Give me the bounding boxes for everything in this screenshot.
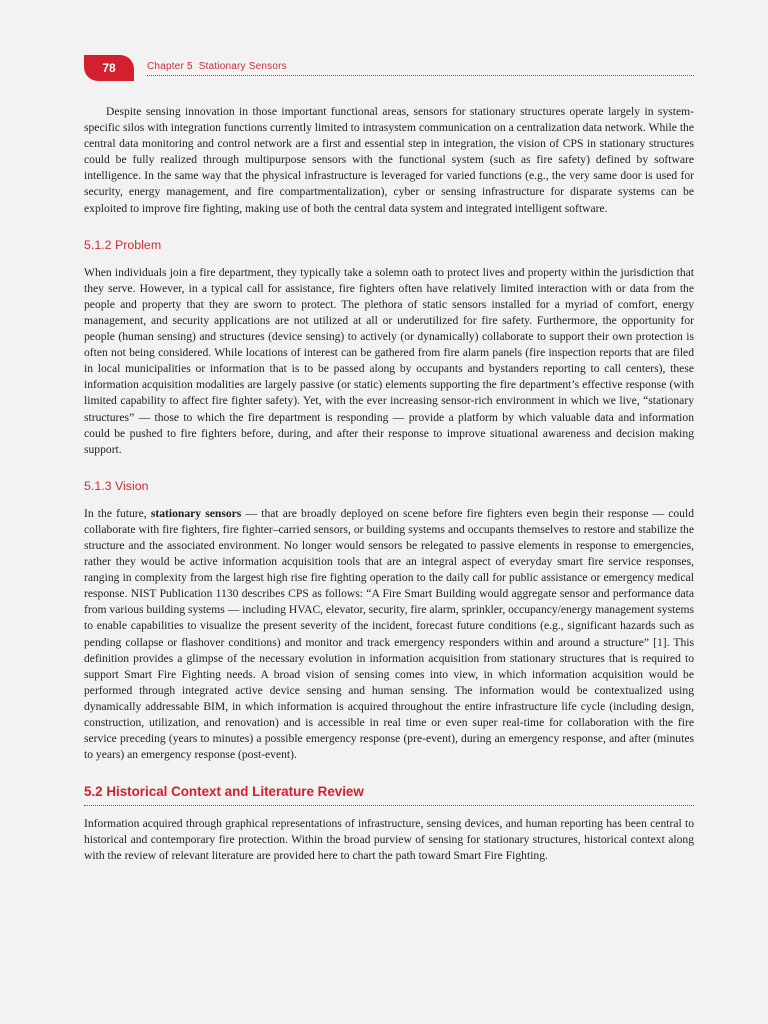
page-number-badge: 78 bbox=[84, 55, 134, 81]
section-heading-5-1-3: 5.1.3 Vision bbox=[84, 478, 149, 493]
chapter-heading bbox=[147, 61, 287, 72]
chapter-title: Stationary Sensors bbox=[198, 61, 287, 72]
vision-paragraph bbox=[84, 506, 694, 764]
intro-paragraph: Despite sensing innovation in those important functional areas, sensors for stationary structures operate largely in system-specific silos with integration functions currently limited to intrasystem communication on a centralization data network. While the central data monitoring and control network are a first and essential step in integration, the vision of CPS in stationary structures could be fully realized through multipurpose sensors with the functional system (such as fire safety) defined by software intelligence. In the same way that the physical infrastructure is leveraged for varied functions (e.g., the very same door is used for security, energy management, and fire compartmentalization), cyber or sensing infrastructure for disparate systems can be exploited to improve fire fighting, making use of both the central data system and integrated intelligent software. bbox=[84, 105, 694, 215]
section-5-2-heading-block bbox=[84, 784, 694, 806]
vision-text-lead: In the future, bbox=[84, 506, 151, 520]
section-dotted-rule bbox=[84, 805, 694, 806]
chapter-label: Chapter 5 bbox=[147, 61, 193, 72]
section-heading-5-1-2: 5.1.2 Problem bbox=[84, 237, 162, 252]
history-paragraph: Information acquired through graphical representations of infrastructure, sensing devices, and human reporting has been central to historical and contemporary fire protection. Within the broad purview of sensing for stationary structures, historical context along with the review of relevant literature are provided here to chart the path toward Smart Fire Fighting. bbox=[84, 817, 694, 863]
header-dotted-rule bbox=[147, 75, 694, 76]
running-header bbox=[84, 52, 694, 82]
section-heading-5-2: 5.2 Historical Context and Literature Review bbox=[84, 784, 364, 800]
page-body bbox=[84, 104, 694, 865]
vision-text-body: — that are broadly deployed on scene before fire fighters even begin their response — could collaborate with fire fighters, fire fighter–carried sensors, or building systems and occupants themselves to restore and stabilize the structure and the associated environment. No longer would sensors be relegated to passive elements in response to emergencies, rather they would be active information acquisition tools that are an integral aspect of everyday smart fire service responses, ranging in complexity from the largest high rise fire fighting operation to the daily call for public assistance or emergency medical response. NIST Publication 1130 describes CPS as follows: “A Fire Smart Building would aggregate sensor and performance data from various building systems — including HVAC, elevator, security, fire alarm, sprinkler, occupancy/energy management systems to enable capabilities to visualize the present severity of the incident, forecast future conditions (e.g., significant hazards such as pending collapse or flashover conditions) and monitor and track emergency responders within and around a structure” [1]. This definition provides a glimpse of the necessary evolution in information acquisition from stationary structures that is required to support Smart Fire Fighting needs. A broad vision of sensing comes into view, in which information acquisition would be performed through integrated active device sensing and human sensing. The information would be contextualized using dynamically addressable BIM, in which information is acquired throughout the entire infrastructure life cycle (including design, construction, utilization, and renovation) and is accessible in real time or even super real-time for collaboration with the fire service preceding (years to minutes) a possible emergency response (pre-event), during an emergency response, and after (minutes to years) an emergency response (post-event). bbox=[84, 506, 694, 762]
problem-paragraph: When individuals join a fire department, they typically take a solemn oath to protect lives and property within the jurisdiction that they serve. However, in a typical call for assistance, fire fighters often have relatively limited interaction with or data from the people and property that they are sworn to protect. The plethora of static sensors installed for a myriad of comfort, energy management, and security applications are not utilized at all or underutilized for fire safety. Furthermore, the opportunity for people (human sensing) and structures (device sensing) to actively (or dynamically) collaborate to support their own protection is often not being considered. While locations of interest can be gathered from fire alarm panels (fire inspection reports that are filed in local municipalities or information that is to be passed along by occupants and bystanders reporting to call centers), these information acquisition modalities are largely passive (or static) elements supporting the fire department’s effective response (with limited capability to affect fire fighter safety). Yet, with the ever increasing sensor-rich environment in which we live, “stationary structures” — those to which the fire department is responding — provide a platform by which valuable data and information could be pushed to fire fighters before, during, and after their response to improve situational awareness and decision making support. bbox=[84, 265, 694, 456]
vision-bold-term: stationary sensors bbox=[150, 506, 242, 520]
